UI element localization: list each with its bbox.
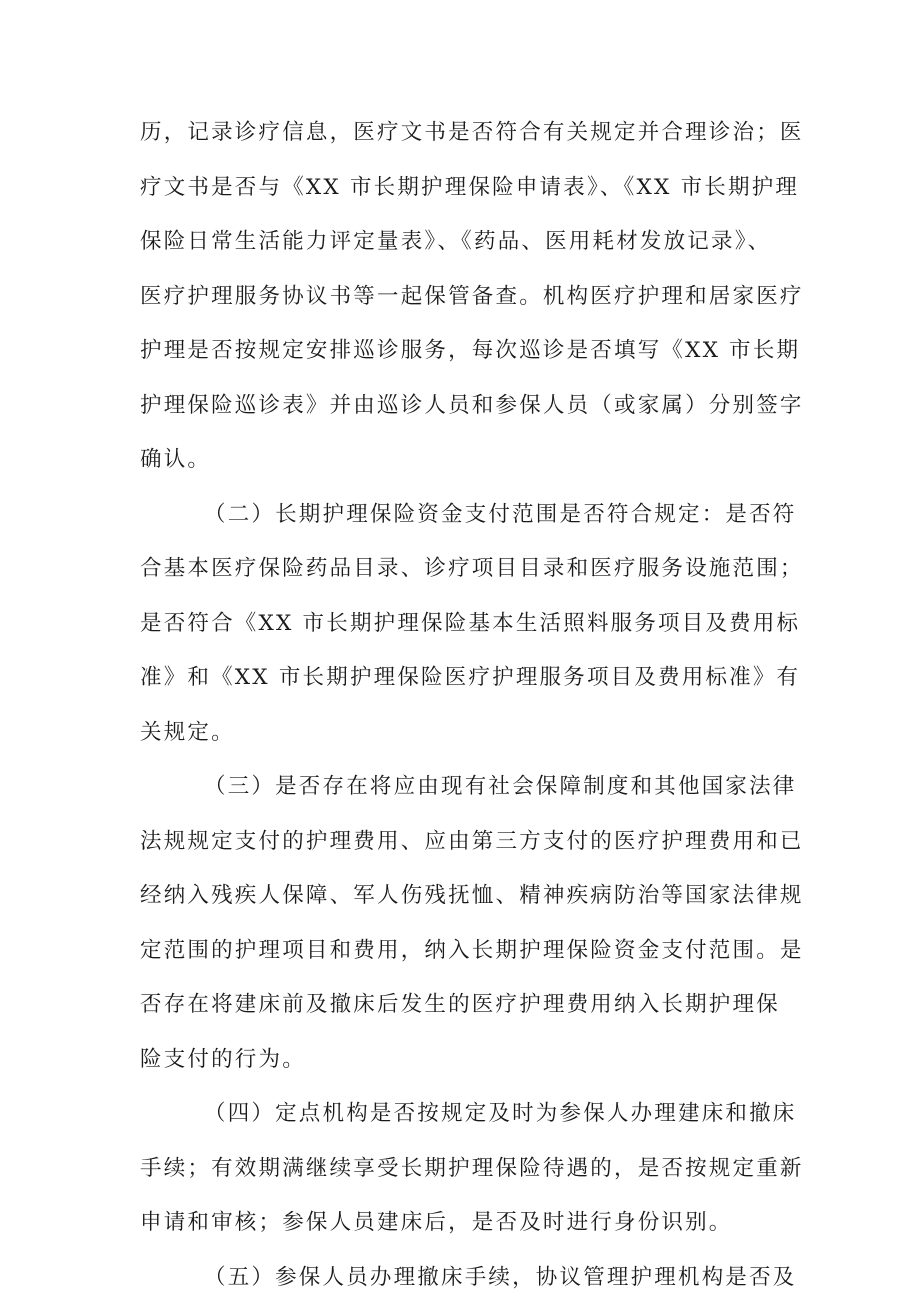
text-line: 险支付的行为。 [140,1033,800,1088]
section-heading-2: （二）长期护理保险资金支付范围是否符合规定：是否符 [140,488,800,543]
text-line: 经纳入残疾人保障、军人伤残抚恤、精神疾病防治等国家法律规 [140,869,800,924]
text-line: 否存在将建床前及撤床后发生的医疗护理费用纳入长期护理保 [140,978,800,1033]
document-body [140,106,800,1305]
text-line: 医疗护理服务协议书等一起保管备查。机构医疗护理和居家医疗 [140,270,800,325]
text-line: 准》和《XX 市长期护理保险医疗护理服务项目及费用标准》有 [140,651,800,706]
text-line: 法规规定支付的护理费用、应由第三方支付的医疗护理费用和已 [140,815,800,870]
section-heading-4: （四）定点机构是否按规定及时为参保人办理建床和撤床 [140,1087,800,1142]
text-line: 保险日常生活能力评定量表》、《药品、医用耗材发放记录》、 [140,215,800,270]
text-line: 关规定。 [140,706,800,761]
section-heading-3: （三）是否存在将应由现有社会保障制度和其他国家法律 [140,760,800,815]
text-line: 疗文书是否与《XX 市长期护理保险申请表》、《XX 市长期护理 [140,161,800,216]
text-line: 护理保险巡诊表》并由巡诊人员和参保人员（或家属）分别签字 [140,379,800,434]
text-line: 确认。 [140,433,800,488]
text-line: 历，记录诊疗信息，医疗文书是否符合有关规定并合理诊治；医 [140,106,800,161]
text-line: 手续；有效期满继续享受长期护理保险待遇的，是否按规定重新 [140,1142,800,1197]
text-line: 是否符合《XX 市长期护理保险基本生活照料服务项目及费用标 [140,597,800,652]
text-line: 定范围的护理项目和费用，纳入长期护理保险资金支付范围。是 [140,924,800,979]
text-line: 申请和审核；参保人员建床后，是否及时进行身份识别。 [140,1196,800,1251]
section-heading-5: （五）参保人员办理撤床手续，协议管理护理机构是否及 [140,1251,800,1305]
text-line: 合基本医疗保险药品目录、诊疗项目目录和医疗服务设施范围； [140,542,800,597]
text-line: 护理是否按规定安排巡诊服务，每次巡诊是否填写《XX 市长期 [140,324,800,379]
